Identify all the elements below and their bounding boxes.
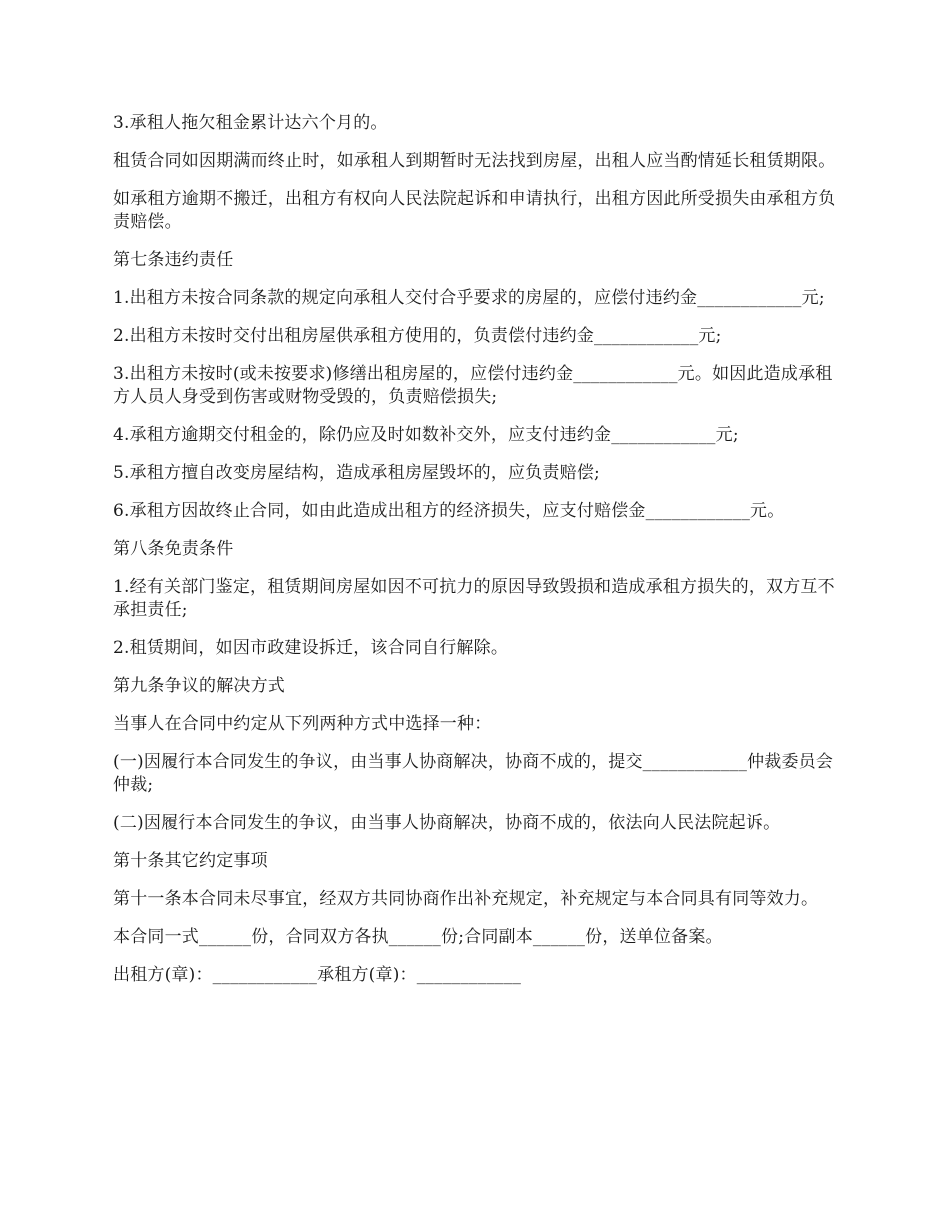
exemption-item-2: 2.租赁期间，如因市政建设拆迁，该合同自行解除。 (113, 638, 509, 658)
liability-item-4: 4.承租方逾期交付租金的，除仍应及时如数补交外，应支付违约金____________元; (113, 425, 739, 445)
article-9-heading: 第九条争议的解决方式 (113, 676, 285, 696)
article-8-heading: 第八条免责条件 (113, 539, 234, 559)
clause-item-3-arrears: 3.承租人拖欠租金累计达六个月的。 (113, 113, 388, 133)
dispute-option-2: (二)因履行本合同发生的争议，由当事人协商解决，协商不成的，依法向人民法院起诉。 (113, 813, 781, 833)
article-10-heading: 第十条其它约定事项 (113, 851, 268, 871)
exemption-item-1: 1.经有关部门鉴定，租赁期间房屋如因不可抗力的原因导致毁损和造成承租方损失的，双方互不承担责任; (113, 577, 835, 620)
article-11-paragraph: 第十一条本合同未尽事宜，经双方共同协商作出补充规定，补充规定与本合同具有同等效力。 (113, 889, 819, 909)
lease-expiry-paragraph: 租赁合同如因期满而终止时，如承租人到期暂时无法找到房屋，出租人应当酌情延长租赁期限。 (113, 151, 836, 171)
liability-item-3: 3.出租方未按时(或未按要求)修缮出租房屋的，应偿付违约金____________元。如因此造成承租方人员人身受到伤害或财物受毁的，负责赔偿损失; (113, 364, 833, 407)
dispute-intro: 当事人在合同中约定从下列两种方式中选择一种： (113, 714, 492, 734)
liability-item-6: 6.承租方因故终止合同，如由此造成出租方的经济损失，应支付赔偿金____________元。 (113, 501, 785, 521)
signature-line: 出租方(章)：____________承租方(章)：____________ (113, 965, 522, 985)
document-page (113, 112, 840, 1002)
liability-item-5: 5.承租方擅自改变房屋结构，造成承租房屋毁坏的，应负责赔偿; (113, 463, 600, 483)
overdue-eviction-paragraph: 如承租方逾期不搬迁，出租方有权向人民法院起诉和申请执行，出租方因此所受损失由承租方负责赔偿。 (113, 189, 836, 232)
dispute-option-1: (一)因履行本合同发生的争议，由当事人协商解决，协商不成的，提交____________仲裁委员会仲裁; (113, 752, 834, 795)
article-7-heading: 第七条违约责任 (113, 250, 234, 270)
copies-paragraph: 本合同一式______份，合同双方各执______份;合同副本______份，送单位备案。 (113, 927, 723, 947)
liability-item-1: 1.出租方未按合同条款的规定向承租人交付合乎要求的房屋的，应偿付违约金____________元; (113, 288, 825, 308)
liability-item-2: 2.出租方未按时交付出租房屋供承租方使用的，负责偿付违约金____________元; (113, 326, 722, 346)
